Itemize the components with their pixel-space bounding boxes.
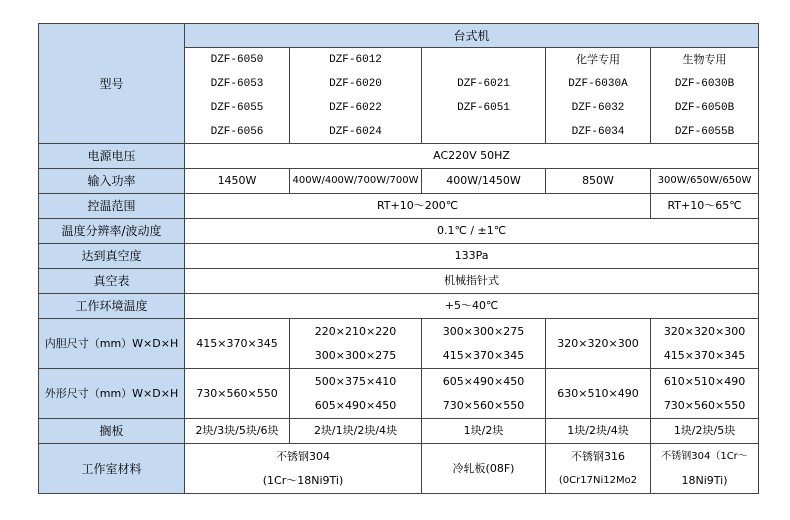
model-cell-2	[290, 48, 422, 144]
header-group-desktop: 台式机	[185, 24, 759, 48]
value-shelf: 1块/2块/4块	[546, 419, 651, 444]
value-inner-size	[185, 319, 290, 369]
model-name: DZF-6030A	[568, 77, 628, 90]
value-resolution: 0.1℃ / ±1℃	[185, 219, 759, 244]
label-temp-range: 控温范围	[39, 194, 185, 219]
material-line: 18Ni9Ti)	[681, 473, 728, 487]
model-cell-5	[651, 48, 759, 144]
value-power: 400W/1450W	[422, 169, 546, 194]
material-line: 不锈钢304（1Cr～	[661, 450, 748, 462]
model-name: DZF-6051	[457, 101, 510, 114]
value-outer-size	[546, 369, 651, 419]
size-line: 300×300×275	[442, 324, 525, 338]
model-name: DZF-6055B	[674, 125, 735, 138]
model-name: DZF-6050	[210, 53, 264, 66]
size-line: 415×370×345	[196, 336, 278, 350]
model-name: DZF-6053	[210, 77, 264, 90]
size-line: 320×320×300	[557, 336, 639, 350]
size-line: 730×560×550	[663, 398, 746, 412]
model-name: DZF-6030B	[674, 77, 735, 90]
model-name: DZF-6020	[329, 77, 382, 90]
model-name: DZF-6056	[210, 125, 264, 138]
label-power: 输入功率	[39, 169, 185, 194]
size-line: 605×490×450	[442, 374, 525, 388]
value-inner-size	[290, 319, 422, 369]
model-cell-4	[546, 48, 651, 144]
value-voltage: AC220V 50HZ	[185, 144, 759, 169]
value-outer-size	[422, 369, 546, 419]
header-bio: 生物专用	[682, 52, 727, 66]
size-line: 730×560×550	[196, 386, 278, 400]
model-name: DZF-6021	[457, 77, 510, 90]
label-outer-size: 外形尺寸（mm）W×D×H	[39, 369, 185, 419]
model-name: DZF-6022	[329, 101, 382, 114]
model-name: DZF-6012	[329, 53, 382, 66]
size-line: 415×370×345	[663, 348, 746, 362]
model-name: DZF-6032	[571, 101, 625, 114]
label-inner-size: 内胆尺寸（mm）W×D×H	[39, 319, 185, 369]
size-line: 300×300×275	[314, 348, 397, 362]
size-line: 730×560×550	[442, 398, 525, 412]
label-material: 工作室材料	[39, 444, 185, 494]
value-material	[185, 444, 422, 494]
value-ambient: +5～40℃	[185, 294, 759, 319]
label-vacuum: 达到真空度	[39, 244, 185, 269]
model-name: DZF-6034	[571, 125, 625, 138]
value-material	[546, 444, 651, 494]
value-inner-size	[546, 319, 651, 369]
model-cell-3	[422, 48, 546, 144]
size-line: 320×320×300	[663, 324, 746, 338]
label-voltage: 电源电压	[39, 144, 185, 169]
size-line: 500×375×410	[314, 374, 397, 388]
material-line: 冷轧板(08F)	[452, 461, 515, 475]
model-name: DZF-6055	[210, 101, 264, 114]
material-line: 不锈钢316	[571, 449, 625, 463]
value-shelf: 2块/1块/2块/4块	[290, 419, 422, 444]
spec-table	[38, 23, 759, 494]
value-power: 1450W	[185, 169, 290, 194]
value-temp-range: RT+10～200℃	[185, 194, 651, 219]
model-cell-1	[185, 48, 290, 144]
value-temp-range-bio: RT+10～65℃	[651, 194, 759, 219]
label-ambient: 工作环境温度	[39, 294, 185, 319]
header-chem: 化学专用	[576, 52, 620, 66]
size-line: 415×370×345	[442, 348, 525, 362]
size-line: 610×510×490	[663, 374, 746, 388]
value-gauge: 机械指针式	[185, 269, 759, 294]
value-outer-size	[651, 369, 759, 419]
material-line: 不锈钢304	[276, 449, 330, 463]
value-outer-size	[185, 369, 290, 419]
label-gauge: 真空表	[39, 269, 185, 294]
value-shelf: 1块/2块/5块	[651, 419, 759, 444]
value-inner-size	[651, 319, 759, 369]
value-material	[651, 444, 759, 494]
value-power: 850W	[546, 169, 651, 194]
material-line: (0Cr17Ni12Mo2	[558, 474, 638, 486]
size-line: 220×210×220	[314, 324, 397, 338]
value-material	[422, 444, 546, 494]
model-name: DZF-6050B	[674, 101, 735, 114]
value-inner-size	[422, 319, 546, 369]
size-line: 605×490×450	[314, 398, 397, 412]
value-shelf: 2块/3块/5块/6块	[185, 419, 290, 444]
value-outer-size	[290, 369, 422, 419]
value-power: 300W/650W/650W	[651, 169, 759, 194]
label-shelf: 搁板	[39, 419, 185, 444]
value-shelf: 1块/2块	[422, 419, 546, 444]
model-name: DZF-6024	[329, 125, 382, 138]
material-line: (1Cr～18Ni9Ti)	[262, 473, 344, 487]
size-line: 630×510×490	[557, 386, 639, 400]
value-vacuum: 133Pa	[185, 244, 759, 269]
label-resolution: 温度分辨率/波动度	[39, 219, 185, 244]
value-power: 400W/400W/700W/700W	[290, 169, 422, 194]
label-model: 型号	[39, 24, 185, 144]
